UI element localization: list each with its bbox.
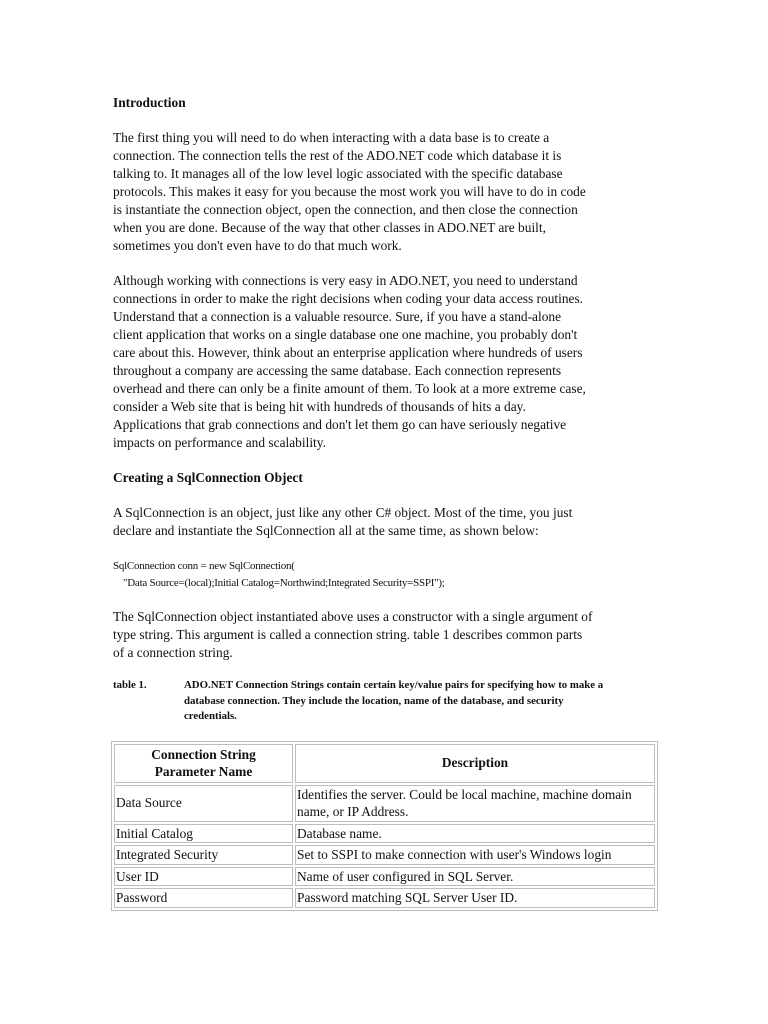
table-cell-description: Password matching SQL Server User ID.: [295, 888, 655, 908]
table-cell-description: Name of user configured in SQL Server.: [295, 867, 655, 887]
table-header-description: Description: [295, 744, 655, 783]
table-caption-label: table 1.: [113, 679, 147, 691]
document-page: [113, 94, 658, 911]
code-line: SqlConnection conn = new SqlConnection(: [113, 560, 295, 572]
table-cell-parameter: Initial Catalog: [114, 824, 293, 844]
table-cell-parameter: Password: [114, 888, 293, 908]
table-cell-description: Set to SSPI to make connection with user's Windows login: [295, 845, 655, 865]
table-header-row: [114, 744, 655, 783]
introduction-paragraph-2: Although working with connections is very easy in ADO.NET, you need to understand connections in order to make the right decisions when coding your data access routines. Understand that a connection is a valuable resource. Sure, if you have a stand-alone client application that works on a single database one one machine, you probably don't care about this. However, think about an enterprise application where hundreds of users throughout a company are accessing the same database. Each connection represents overhead and there can only be a finite amount of them. To look at a more extreme case, consider a Web site that is being hit with hundreds of thousands of hits a day. Applications that grab connections and don't let them go can have seriously negative impacts on performance and scalability.: [113, 273, 586, 450]
sqlconnection-paragraph-1: A SqlConnection is an object, just like any other C# object. Most of the time, you just declare and instantiate the SqlConnection all at the same time, as shown below:: [113, 505, 573, 538]
table-caption: [113, 678, 658, 725]
table-row: [114, 785, 655, 822]
sqlconnection-paragraph-2: The SqlConnection object instantiated above uses a constructor with a single argument of type string. This argument is called a connection string. table 1 describes common parts of a connection string.: [113, 609, 593, 660]
table-header-parameter: Connection String Parameter Name: [114, 744, 293, 783]
introduction-heading: Introduction: [113, 95, 186, 110]
introduction-paragraph-1: The first thing you will need to do when interacting with a data base is to create a connection. The connection tells the rest of the ADO.NET code which database it is talking to. It manages all of the low level logic associated with the specific database protocols. This makes it easy for you because the most work you will have to do in code is instantiate the connection object, open the connection, and then close the connection when you are done. Because of the way that other classes in ADO.NET are built, sometimes you don't even have to do that much work.: [113, 130, 586, 253]
connection-string-table: [111, 741, 658, 911]
table-cell-parameter: Integrated Security: [114, 845, 293, 865]
code-line: "Data Source=(local);Initial Catalog=Northwind;Integrated Security=SSPI");: [113, 577, 445, 589]
sqlconnection-heading: Creating a SqlConnection Object: [113, 470, 303, 485]
table-row: [114, 867, 655, 887]
code-sample: [113, 558, 658, 592]
table-cell-parameter: Data Source: [114, 785, 293, 822]
table-row: [114, 824, 655, 844]
table-cell-parameter: User ID: [114, 867, 293, 887]
table-cell-description: Identifies the server. Could be local machine, machine domain name, or IP Address.: [295, 785, 655, 822]
table-row: [114, 888, 655, 908]
table-caption-text: ADO.NET Connection Strings contain certain key/value pairs for specifying how to make a database connection. They include the location, name of the database, and security credentials.: [184, 679, 604, 722]
table-cell-description: Database name.: [295, 824, 655, 844]
table-row: [114, 845, 655, 865]
